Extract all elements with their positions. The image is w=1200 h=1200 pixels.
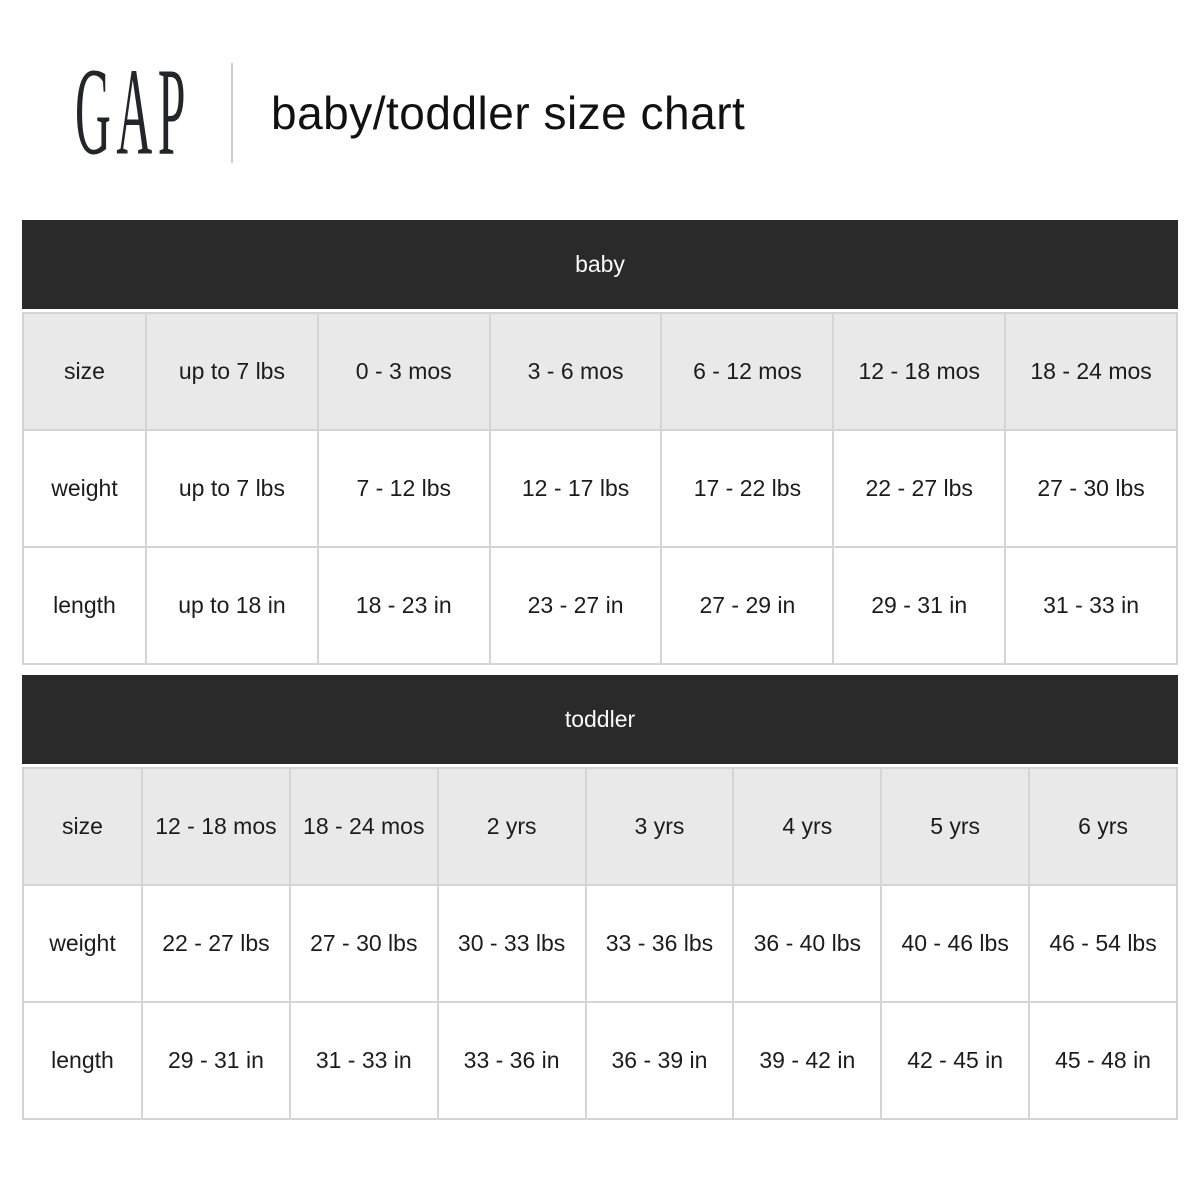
baby-length-row-label: length — [23, 547, 146, 664]
baby-length-row — [23, 547, 1177, 664]
toddler-length-cell: 42 - 45 in — [881, 1002, 1029, 1119]
toddler-weight-row-label: weight — [23, 885, 142, 1002]
toddler-size-cell: 4 yrs — [733, 768, 881, 885]
toddler-weight-cell: 22 - 27 lbs — [142, 885, 290, 1002]
baby-weight-cell: up to 7 lbs — [146, 430, 318, 547]
baby-length-cell: up to 18 in — [146, 547, 318, 664]
baby-size-row-label: size — [23, 313, 146, 430]
baby-length-cell: 31 - 33 in — [1005, 547, 1177, 664]
page-title: baby/toddler size chart — [271, 86, 746, 139]
baby-table — [22, 312, 1178, 665]
toddler-length-cell: 29 - 31 in — [142, 1002, 290, 1119]
toddler-table — [22, 767, 1178, 1120]
toddler-length-cell: 45 - 48 in — [1029, 1002, 1177, 1119]
baby-weight-cell: 17 - 22 lbs — [661, 430, 833, 547]
toddler-size-table — [22, 675, 1178, 1120]
baby-weight-row — [23, 430, 1177, 547]
baby-length-cell: 23 - 27 in — [490, 547, 662, 664]
baby-length-cell: 29 - 31 in — [833, 547, 1005, 664]
toddler-length-cell: 31 - 33 in — [290, 1002, 438, 1119]
toddler-table-header-band — [22, 675, 1178, 764]
toddler-size-cell: 18 - 24 mos — [290, 768, 438, 885]
header-divider — [231, 63, 233, 163]
toddler-table-title: toddler — [564, 706, 636, 732]
baby-length-cell: 27 - 29 in — [661, 547, 833, 664]
toddler-length-row-label: length — [23, 1002, 142, 1119]
toddler-weight-row — [23, 885, 1177, 1002]
toddler-weight-cell: 33 - 36 lbs — [586, 885, 734, 1002]
toddler-size-cell: 6 yrs — [1029, 768, 1177, 885]
baby-size-cell: 6 - 12 mos — [661, 313, 833, 430]
toddler-size-cell: 5 yrs — [881, 768, 1029, 885]
toddler-length-cell: 36 - 39 in — [586, 1002, 734, 1119]
toddler-size-cell: 12 - 18 mos — [142, 768, 290, 885]
baby-length-cell: 18 - 23 in — [318, 547, 490, 664]
baby-weight-cell: 22 - 27 lbs — [833, 430, 1005, 547]
baby-weight-cell: 12 - 17 lbs — [490, 430, 662, 547]
toddler-size-row-label: size — [23, 768, 142, 885]
baby-size-cell: 0 - 3 mos — [318, 313, 490, 430]
baby-size-cell: 12 - 18 mos — [833, 313, 1005, 430]
toddler-weight-cell: 36 - 40 lbs — [733, 885, 881, 1002]
baby-weight-row-label: weight — [23, 430, 146, 547]
gap-logo — [75, 43, 201, 182]
baby-size-table — [22, 220, 1178, 665]
page-header — [0, 0, 1200, 182]
toddler-size-row — [23, 768, 1177, 885]
toddler-size-cell: 2 yrs — [438, 768, 586, 885]
toddler-length-row — [23, 1002, 1177, 1119]
baby-size-cell: 3 - 6 mos — [490, 313, 662, 430]
toddler-weight-cell: 27 - 30 lbs — [290, 885, 438, 1002]
tables-container — [22, 220, 1178, 1120]
toddler-length-cell: 33 - 36 in — [438, 1002, 586, 1119]
baby-table-title: baby — [575, 251, 625, 277]
toddler-weight-cell: 46 - 54 lbs — [1029, 885, 1177, 1002]
baby-weight-cell: 7 - 12 lbs — [318, 430, 490, 547]
baby-size-cell: up to 7 lbs — [146, 313, 318, 430]
baby-size-row — [23, 313, 1177, 430]
toddler-weight-cell: 40 - 46 lbs — [881, 885, 1029, 1002]
baby-table-header-band — [22, 220, 1178, 309]
baby-weight-cell: 27 - 30 lbs — [1005, 430, 1177, 547]
gap-logo-text: GAP — [75, 43, 192, 182]
toddler-length-cell: 39 - 42 in — [733, 1002, 881, 1119]
toddler-size-cell: 3 yrs — [586, 768, 734, 885]
toddler-weight-cell: 30 - 33 lbs — [438, 885, 586, 1002]
baby-size-cell: 18 - 24 mos — [1005, 313, 1177, 430]
